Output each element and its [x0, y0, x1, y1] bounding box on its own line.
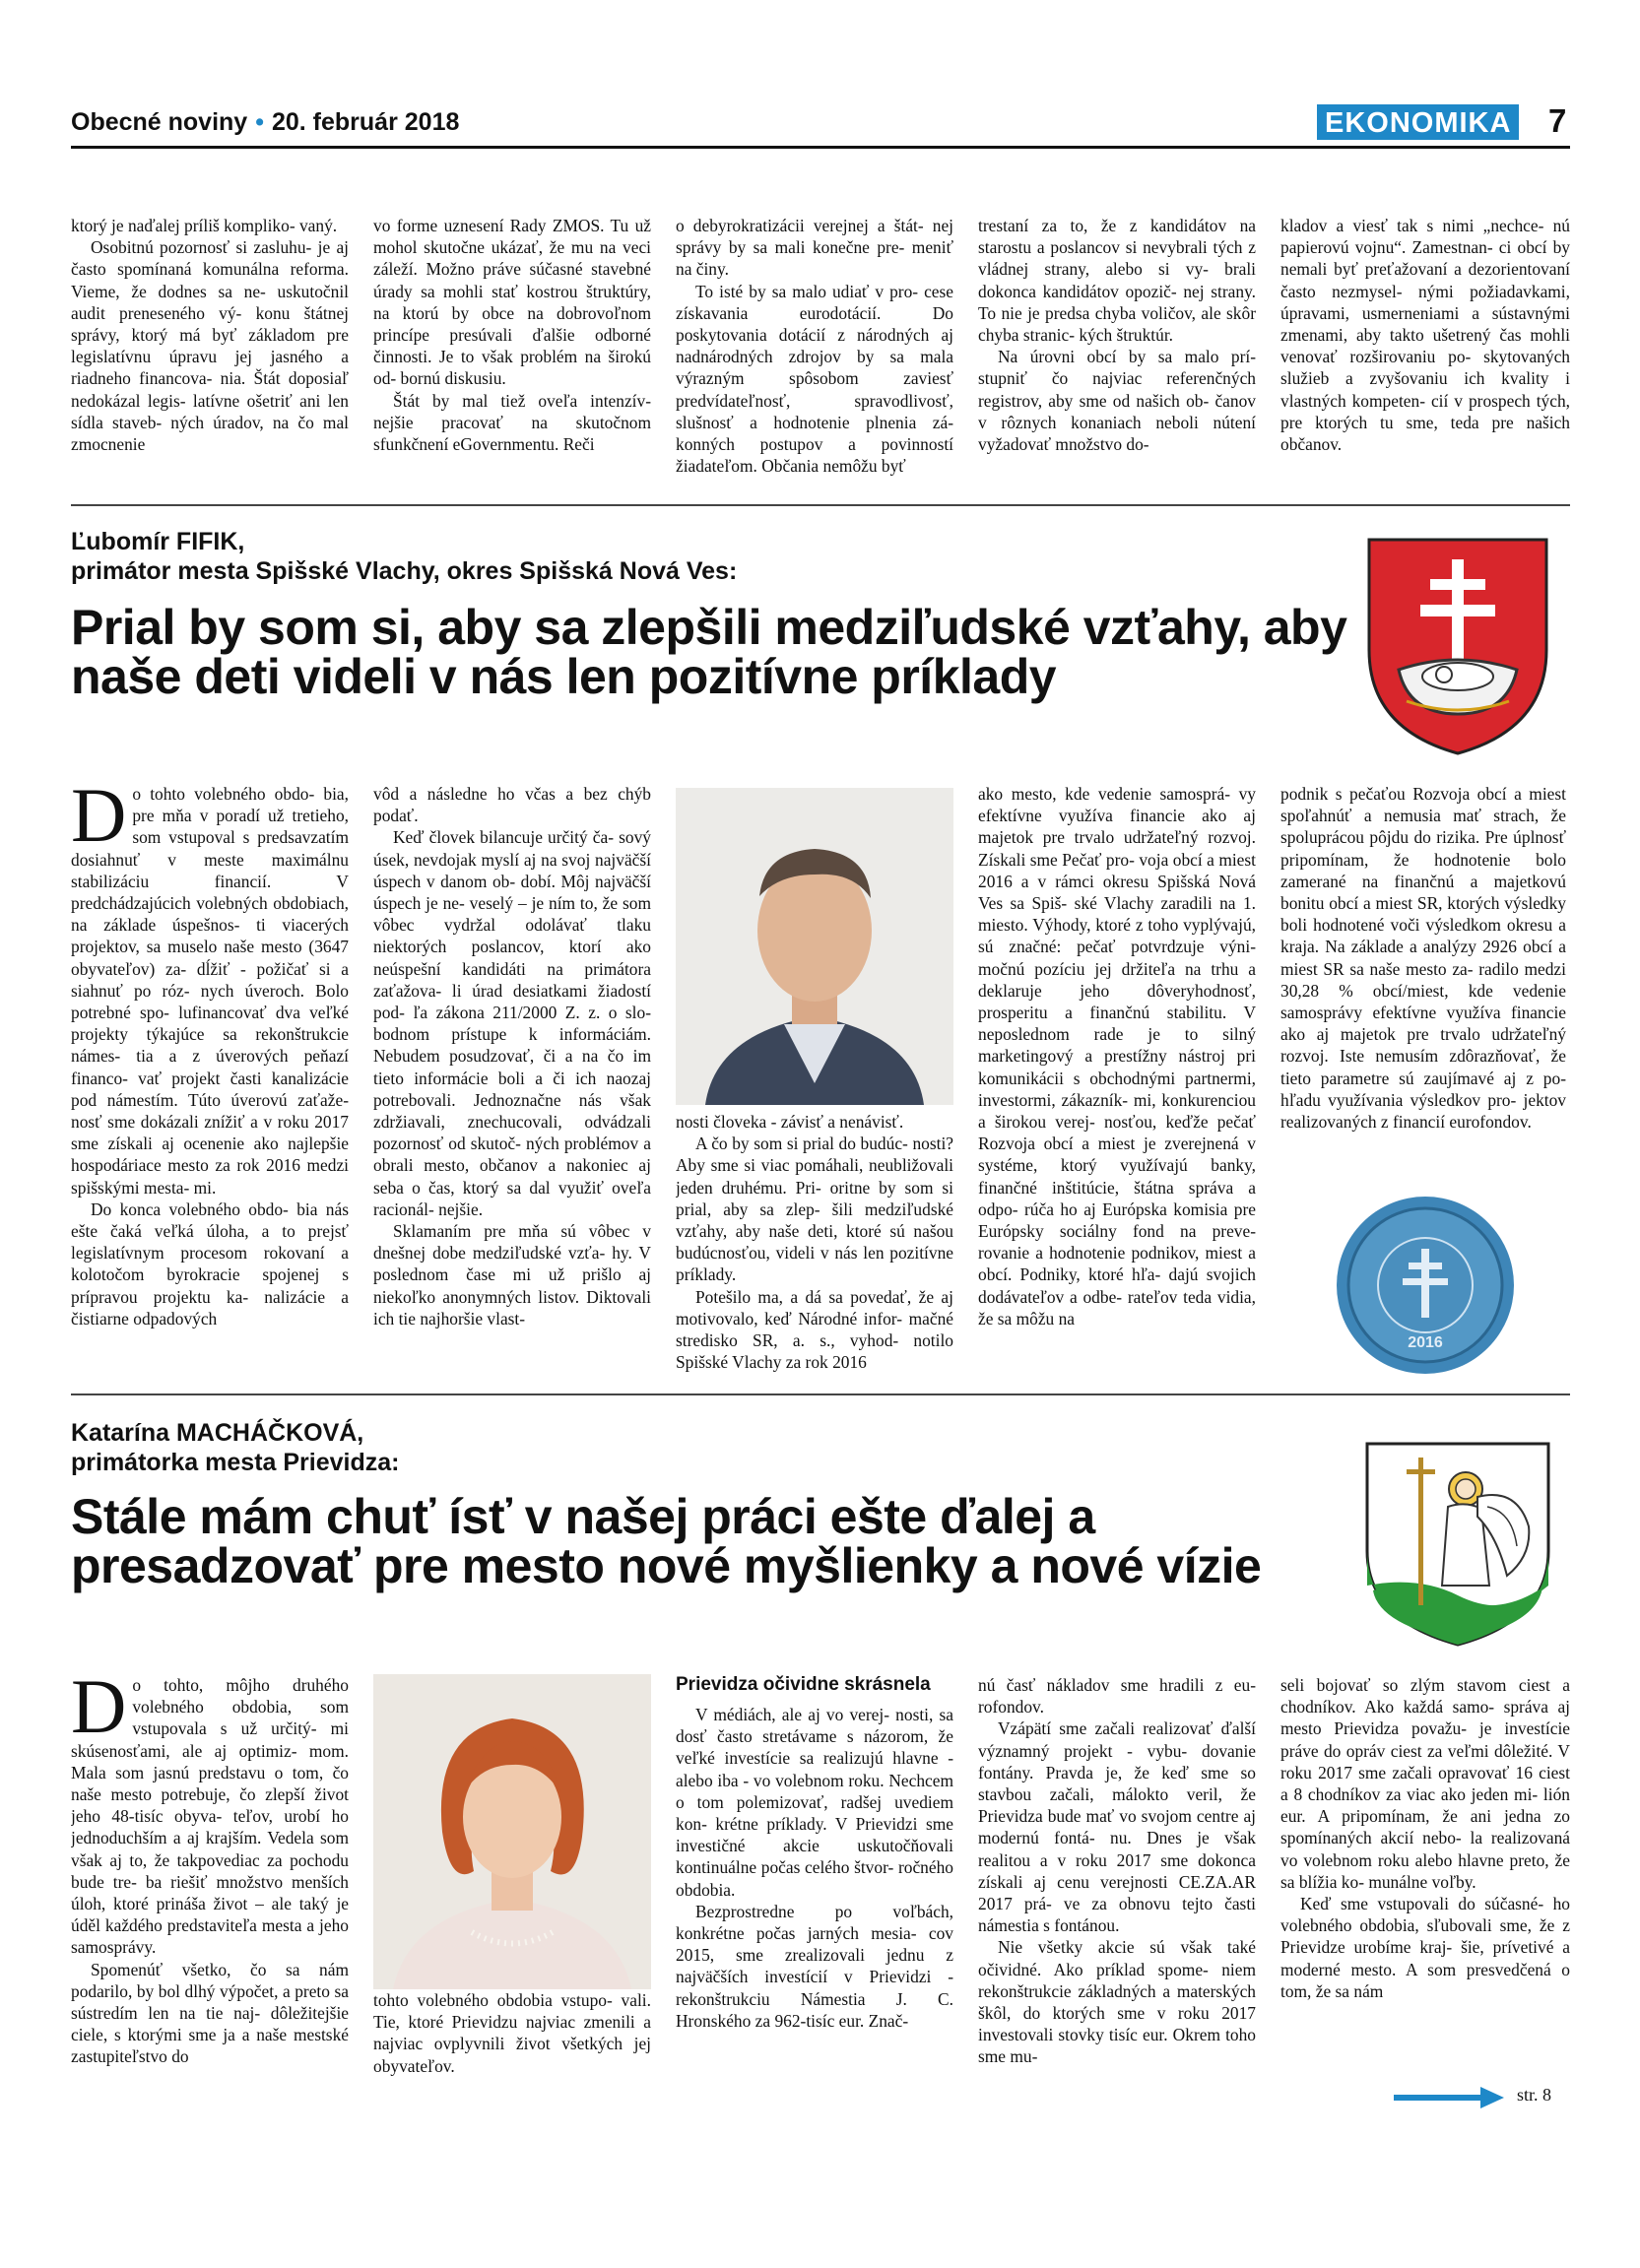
- bullet: •: [255, 108, 264, 136]
- spisske-vlachy-coat-of-arms: [1359, 532, 1556, 758]
- article2-text: seli bojovať so zlým stavom ciest a chodníkov. Ako každá samo- správa aj mesto Prievidza považu- je investície práve do opráv ciest za veľmi dôležité. V roku 2017 sme začali opravovať 16 ciest a 8 chodníkov za viac ako jeden mi- lión eur. A pripomínam, že ani jedna zo spomínaných akcií nebo- la realizovaná vo volebnom roku alebo hlavne preto, že sa blížia ko- munálne voľby.: [1280, 1675, 1570, 1892]
- paragraph: Štát by mal tiež oveľa intenzív- nejšie pracovať na skutočnom sfunkčnení eGovernmentu. Reči: [373, 390, 651, 455]
- prievidza-coat-of-arms: [1359, 1438, 1556, 1650]
- paragraph: A čo by som si prial do budúc- nosti? Aby sme si viac pomáhali, neubližovali jeden druhému. Pri- oritne by som si prial, aby sa zlep- šili medziľudské vzťahy, aby naše deti, ktoré sú našou budúcnosťou, videli v nás len pozitívne príklady.: [676, 1134, 953, 1285]
- divider: [71, 504, 1570, 506]
- article2-column-5: [1280, 1674, 1570, 2088]
- seal-year: 2016: [1408, 1334, 1443, 1351]
- page-number: 7: [1548, 102, 1567, 139]
- paragraph: To isté by sa malo udiať v pro- cese získavania eurodotácií. Do poskytovania dotácií z národných aj nadnárodných zdrojov by sa mala výrazným spôsobom zaviesť predvídateľnosť, spravodlivosť, slušnosť a hodnotenie plnenia zá- konných postupov a povinností žiadateľom. Občania nemôžu byť: [676, 281, 953, 477]
- top-column-text: ktorý je naďalej príliš kompliko- vaný.: [71, 216, 338, 235]
- paragraph: Potešilo ma, a dá sa povedať, že aj motivovalo, keď Národné infor- mačné stredisko SR, a. s., vyhod- notilo Spišské Vlachy za rok 2016: [676, 1286, 953, 1373]
- article1-column-1: [71, 783, 349, 1374]
- article2-column-4: [978, 1674, 1256, 2186]
- top-column-2: [373, 215, 651, 486]
- article2-text: V médiách, ale aj vo verej- nosti, sa dosť často stretávame s názorom, že veľké investície sa realizujú hlavne - alebo iba - vo volebnom roku. Nechcem o tom polemizovať, radšej uvediem kon- krétne príklady. V Prievidzi sme investičné akcie uskutočňovali kontinuálne počas celého štvor- ročného obdobia.: [676, 1705, 953, 1900]
- top-column-4: [978, 215, 1256, 486]
- masthead: [71, 108, 459, 137]
- article2-role: primátorka mesta Prievidza:: [71, 1449, 400, 1476]
- dropcap: D: [71, 1674, 127, 1749]
- article2-text: o tohto, môjho druhého volebného obdobia, som vstupovala s už určitý- mi skúsenosťami, ale aj optimiz- mom. Mala som jasnú predstavu o tom, čo naše mesto potrebuje, čo zlepší život jeho 48-tisíc obyva- teľov, urobí ho jednoduchším a aj krajším. Vedela som však aj to, že takpovediac za pochodu bude tre- ba riešiť množstvo menších úloh, ktoré prináša život – ale taký je úděl každého predstaviteľa mesta a jeho samosprávy.: [71, 1675, 349, 1958]
- top-column-5: [1280, 215, 1570, 486]
- article1-column-2: [373, 783, 651, 1374]
- issue-date: 20. február 2018: [271, 108, 460, 136]
- article2-column-3: [676, 1674, 953, 2186]
- paragraph: Sklamaním pre mňa sú vôbec v dnešnej dobe medziľudské vzťa- hy. V poslednom čase mi už prišlo aj niekoľko anonymných listov. Diktovali ich tie najhoršie vlast-: [373, 1221, 651, 1328]
- arrow-right-icon: [1394, 2085, 1504, 2110]
- article1-text: vôd a následne ho včas a bez chýb podať.: [373, 784, 651, 826]
- paragraph: Nie všetky akcie sú však také očividné. Ako príklad spome- niem rekonštrukcie základných a materských škôl, do ktorých sme v roku 2017 investovali stovky tisíc eur. Okrem toho sme mu-: [978, 1937, 1256, 2067]
- article1-byline: [71, 527, 1302, 586]
- article1-headline: Prial by som si, aby sa zlepšili medziľudské vzťahy, aby naše deti videli v nás len pozitívne príklady: [71, 600, 1347, 704]
- article1-column-4: [978, 783, 1256, 1374]
- article1-text: ako mesto, kde vedenie samosprá- vy efektívne využíva financie ako aj majetok pre trvalo udržateľný rozvoj. Získali sme Pečať pro- voja obcí a miest 2016 a v rámci okresu Spišská Nová Ves sa Spiš- ské Vlachy zaradili na 1. miesto. Výhody, ktoré z toho vyplývajú, sú značné: pečať potvrdzuje výni- močnú pozíciu jej držiteľa na trhu a deklaruje jeho dôveryhodnosť, prosperitu a finančnú stabilitu. V neposlednom rade je to silný marketingový a prestížny nástroj pri komunikácii s obchodnými partnermi, investormi, zákazník- mi, konkurenciou a širokou verej- nosťou, keďže pečať Rozvoja obcí a miest je zverejnená v systéme, ktorý využívajú banky, finančné inštitúcie, štátna správa a odpo- rúča ho aj Európska komisia pre Európsky sociálny fond na preve- rovanie a hodnotenie podnikov, miest a obcí. Podniky, ktoré hľa- dajú svojich dodávateľov a odbe- rateľov teda vidia, že sa môžu na: [978, 784, 1256, 1328]
- article1-text: nosti človeka - závisť a nenávisť.: [676, 1112, 904, 1132]
- top-column-text: kladov a viesť tak s nimi „nechce- nú papierovú vojnu“. Zamestnan- ci obcí by nemali byť preťažovaní a dezorientovaní často nezmysel- nými požiadavkami, úpravami, usmerneniami a sústavnými zmenami, aby takto ušetrený čas mohli venovať rozširovaniu po- skytovaných služieb a zvyšovaniu ich kvality i vlastných kompeten- cií v prospech tých, pre ktorých tu sme, teda pre našich občanov.: [1280, 216, 1570, 455]
- machackova-portrait-photo: [373, 1674, 651, 1989]
- article2-text: nú časť nákladov sme hradili z eu- rofondov.: [978, 1675, 1256, 1717]
- paragraph: Vzápätí sme začali realizovať ďalší významný projekt - vybu- dovanie fontány. Pravda je, že keď sme so stavbou začali, málokto veril, že Prievidza bude mať vo svojom centre aj modernú fontá- nu. Dnes je však realitou a v roku 2017 sme dokonca získali aj cenu verejnosti CE.ZA.AR 2017 prá- ve za obnovu tejto časti námestia s fontánou.: [978, 1718, 1256, 1936]
- article1-column-3: [676, 1111, 953, 1377]
- paragraph: Na úrovni obcí by sa malo prí- stupniť čo najviac referenčných registrov, aby sme od našich ob- čanov v rôznych konaniach neboli nútení vyžadovať množstvo do-: [978, 347, 1256, 455]
- article2-name: Katarína MACHÁČKOVÁ,: [71, 1419, 364, 1447]
- header-rule: [71, 146, 1570, 149]
- article2-byline: [71, 1418, 1302, 1477]
- continued-link[interactable]: [1394, 2083, 1571, 2112]
- paragraph: Bezprostredne po voľbách, konkrétne počas jarných mesia- cov 2015, sme zrealizovali jednu z najväčších investícií v Prievidzi - rekonštrukciu Námestia J. C. Hronského za 962-tisíc eur. Znač-: [676, 1901, 953, 2031]
- top-column-1: [71, 215, 349, 486]
- section-label: EKONOMIKA: [1317, 104, 1519, 140]
- article2-column-1: [71, 1674, 349, 2186]
- paper-name: Obecné noviny: [71, 108, 248, 136]
- top-column-text: trestaní za to, že z kandidátov na starostu a poslancov si nevybrali tých z vládnej strany, alebo si vy- brali dokonca kandidátov opozič- nej strany. To nie je predsa chyba voličov, ale skôr chyba stranic- kých štruktúr.: [978, 216, 1256, 346]
- article2-headline: Stále mám chuť ísť v našej práci ešte ďalej a presadzovať pre mesto nové myšlienky a nové vízie: [71, 1489, 1262, 1593]
- fifik-portrait-photo: [676, 788, 953, 1105]
- paragraph: Osobitnú pozornosť si zasluhu- je aj často spomínaná komunálna reforma. Vieme, že dodnes sa ne- uskutočnil audit preneseného vý- konu štátnej správy, ktorý má byť základom pre legislatívnu úpravu jej jasného a riadneho financova- nia. Štát doposiaľ nedokázal legis- latívne ošetriť ani len sídla staveb- ných úradov, na čo mal zmocnenie: [71, 237, 349, 455]
- paragraph: Keď sme vstupovali do súčasné- ho volebného obdobia, sľubovali sme, že z Prievidze urobíme kraj- šie, prívetivé a moderné mesto. A som presvedčená o tom, že sa nám: [1280, 1894, 1570, 2001]
- top-column-text: o debyrokratizácii verejnej a štát- nej správy by sa mali konečne pre- meniť na činy.: [676, 216, 953, 280]
- article2-subhead: Prievidza očividne skrásnela: [676, 1674, 931, 1695]
- paragraph: Keď človek bilancuje určitý ča- sový úsek, nevdojak myslí aj na svoj najväčší úspech v danom ob- dobí. Môj najväčší úspech je ne- veselý – je ním to, že som vôbec vydržal odolávať tlaku niektorých poslancov, ktorí ako neúspešní kandidáti na primátora zaťažova- li úrad desiatkami žiadostí pod- ľa zákona 211/2000 Z. z. o slo- bodnom prístupe k informáciám. Nebudem posudzovať, či a na čo im tieto informácie boli a či ich naozaj potrebovali. Jednoznačne nás však zdržiavali, znechucovali, odvádzali pozornosť od skutoč- ných problémov a obrali mesto, občanov a nakoniec aj seba o čas, ktorý sa dal využiť oveľa racionál- nejšie.: [373, 827, 651, 1219]
- continued-page: str. 8: [1517, 2085, 1552, 2105]
- article1-column-5: [1280, 783, 1566, 1197]
- article1-role: primátor mesta Spišské Vlachy, okres Spišská Nová Ves:: [71, 557, 738, 585]
- paragraph: Do konca volebného obdo- bia nás ešte čaká veľká úloha, a to prejsť legislatívnym procesom rokovaní a kolotočom byrokracie spojenej s prípravou projektu ka- nalizácie a čistiarne odpadových: [71, 1199, 349, 1328]
- article1-text: o tohto volebného obdo- bia, pre mňa v poradí už tretieho, som vstupoval s predsavzatím dosiahnuť v meste maximálnu stabilizáciu financií. V predchádzajúcich volebných obdobiach, na základe úspešnos- ti viacerých projektov, sa muselo naše mesto (3647 obyvateľov) za- dĺžiť - požičať si a siahnuť po róz- nych úveroch. Bolo potrebné spo- lufinancovať dva veľké projekty týkajúce sa rekonštrukcie námes- tia a z úverových peňazí financo- vať projekt časti kanalizácie pod námestím. Túto úverovú zaťaže- nosť sme dokázali znížiť a v roku 2017 sme získali aj ocenenie ako najlepšie hospodáriace mesto za rok 2016 medzi spišskými mesta- mi.: [71, 784, 349, 1198]
- article2-column-2: [373, 1989, 651, 2088]
- divider: [71, 1393, 1570, 1395]
- article1-name: Ľubomír FIFIK,: [71, 528, 245, 555]
- top-column-3: [676, 215, 953, 486]
- dropcap: D: [71, 783, 127, 858]
- article2-text: tohto volebného obdobia vstupo- vali. Tie, ktoré Prievidzu najviac zmenili a najviac ovplyvnili život všetkých jej obyvateľov.: [373, 1990, 651, 2076]
- article1-text: podnik s pečaťou Rozvoja obcí a miest spoľahnúť a nemusia mať strach, že spoluprácou pôjdu do rizika. Pre úplnosť pripomínam, že hodnotenie bolo zamerané na finančnú a majetkovú bonitu obcí a miest SR, ktorých výsledky boli hodnotené voči výsledkom okresu a kraja. Na základe a analýzy 2926 obcí a miest SR sa naše mesto za- radilo medzi 30,28 % obcí/miest, kde vedenie samosprávy efektívne využíva financie ako aj majetok pre trvalo udržateľný rozvoj. Iste nemusím zdôrazňovať, že tieto parametre sú zaujímavé aj z po- hľadu využívania výsledkov pro- jektov realizovaných z financií eurofondov.: [1280, 784, 1566, 1133]
- top-column-text: vo forme uznesení Rady ZMOS. Tu už mohol skutočne ukázať, že mu na veci záleží. Možno práve súčasné stavebné úrady sa mohli stať kostrou štruktúry, na ktorú by obce na dobrovoľnom princípe presúvali ďalšie odborné činnosti. Je to však problém na širokú od- bornú diskusiu.: [373, 216, 651, 389]
- pecat-rozvoja-seal: [1332, 1192, 1519, 1379]
- paragraph: Spomenúť všetko, čo sa nám podarilo, by bol dlhý výpočet, a preto sa sústredím len na tie naj- dôležitejšie ciele, s ktorými sme ja a naše mestské zastupiteľstvo do: [71, 1959, 349, 2067]
